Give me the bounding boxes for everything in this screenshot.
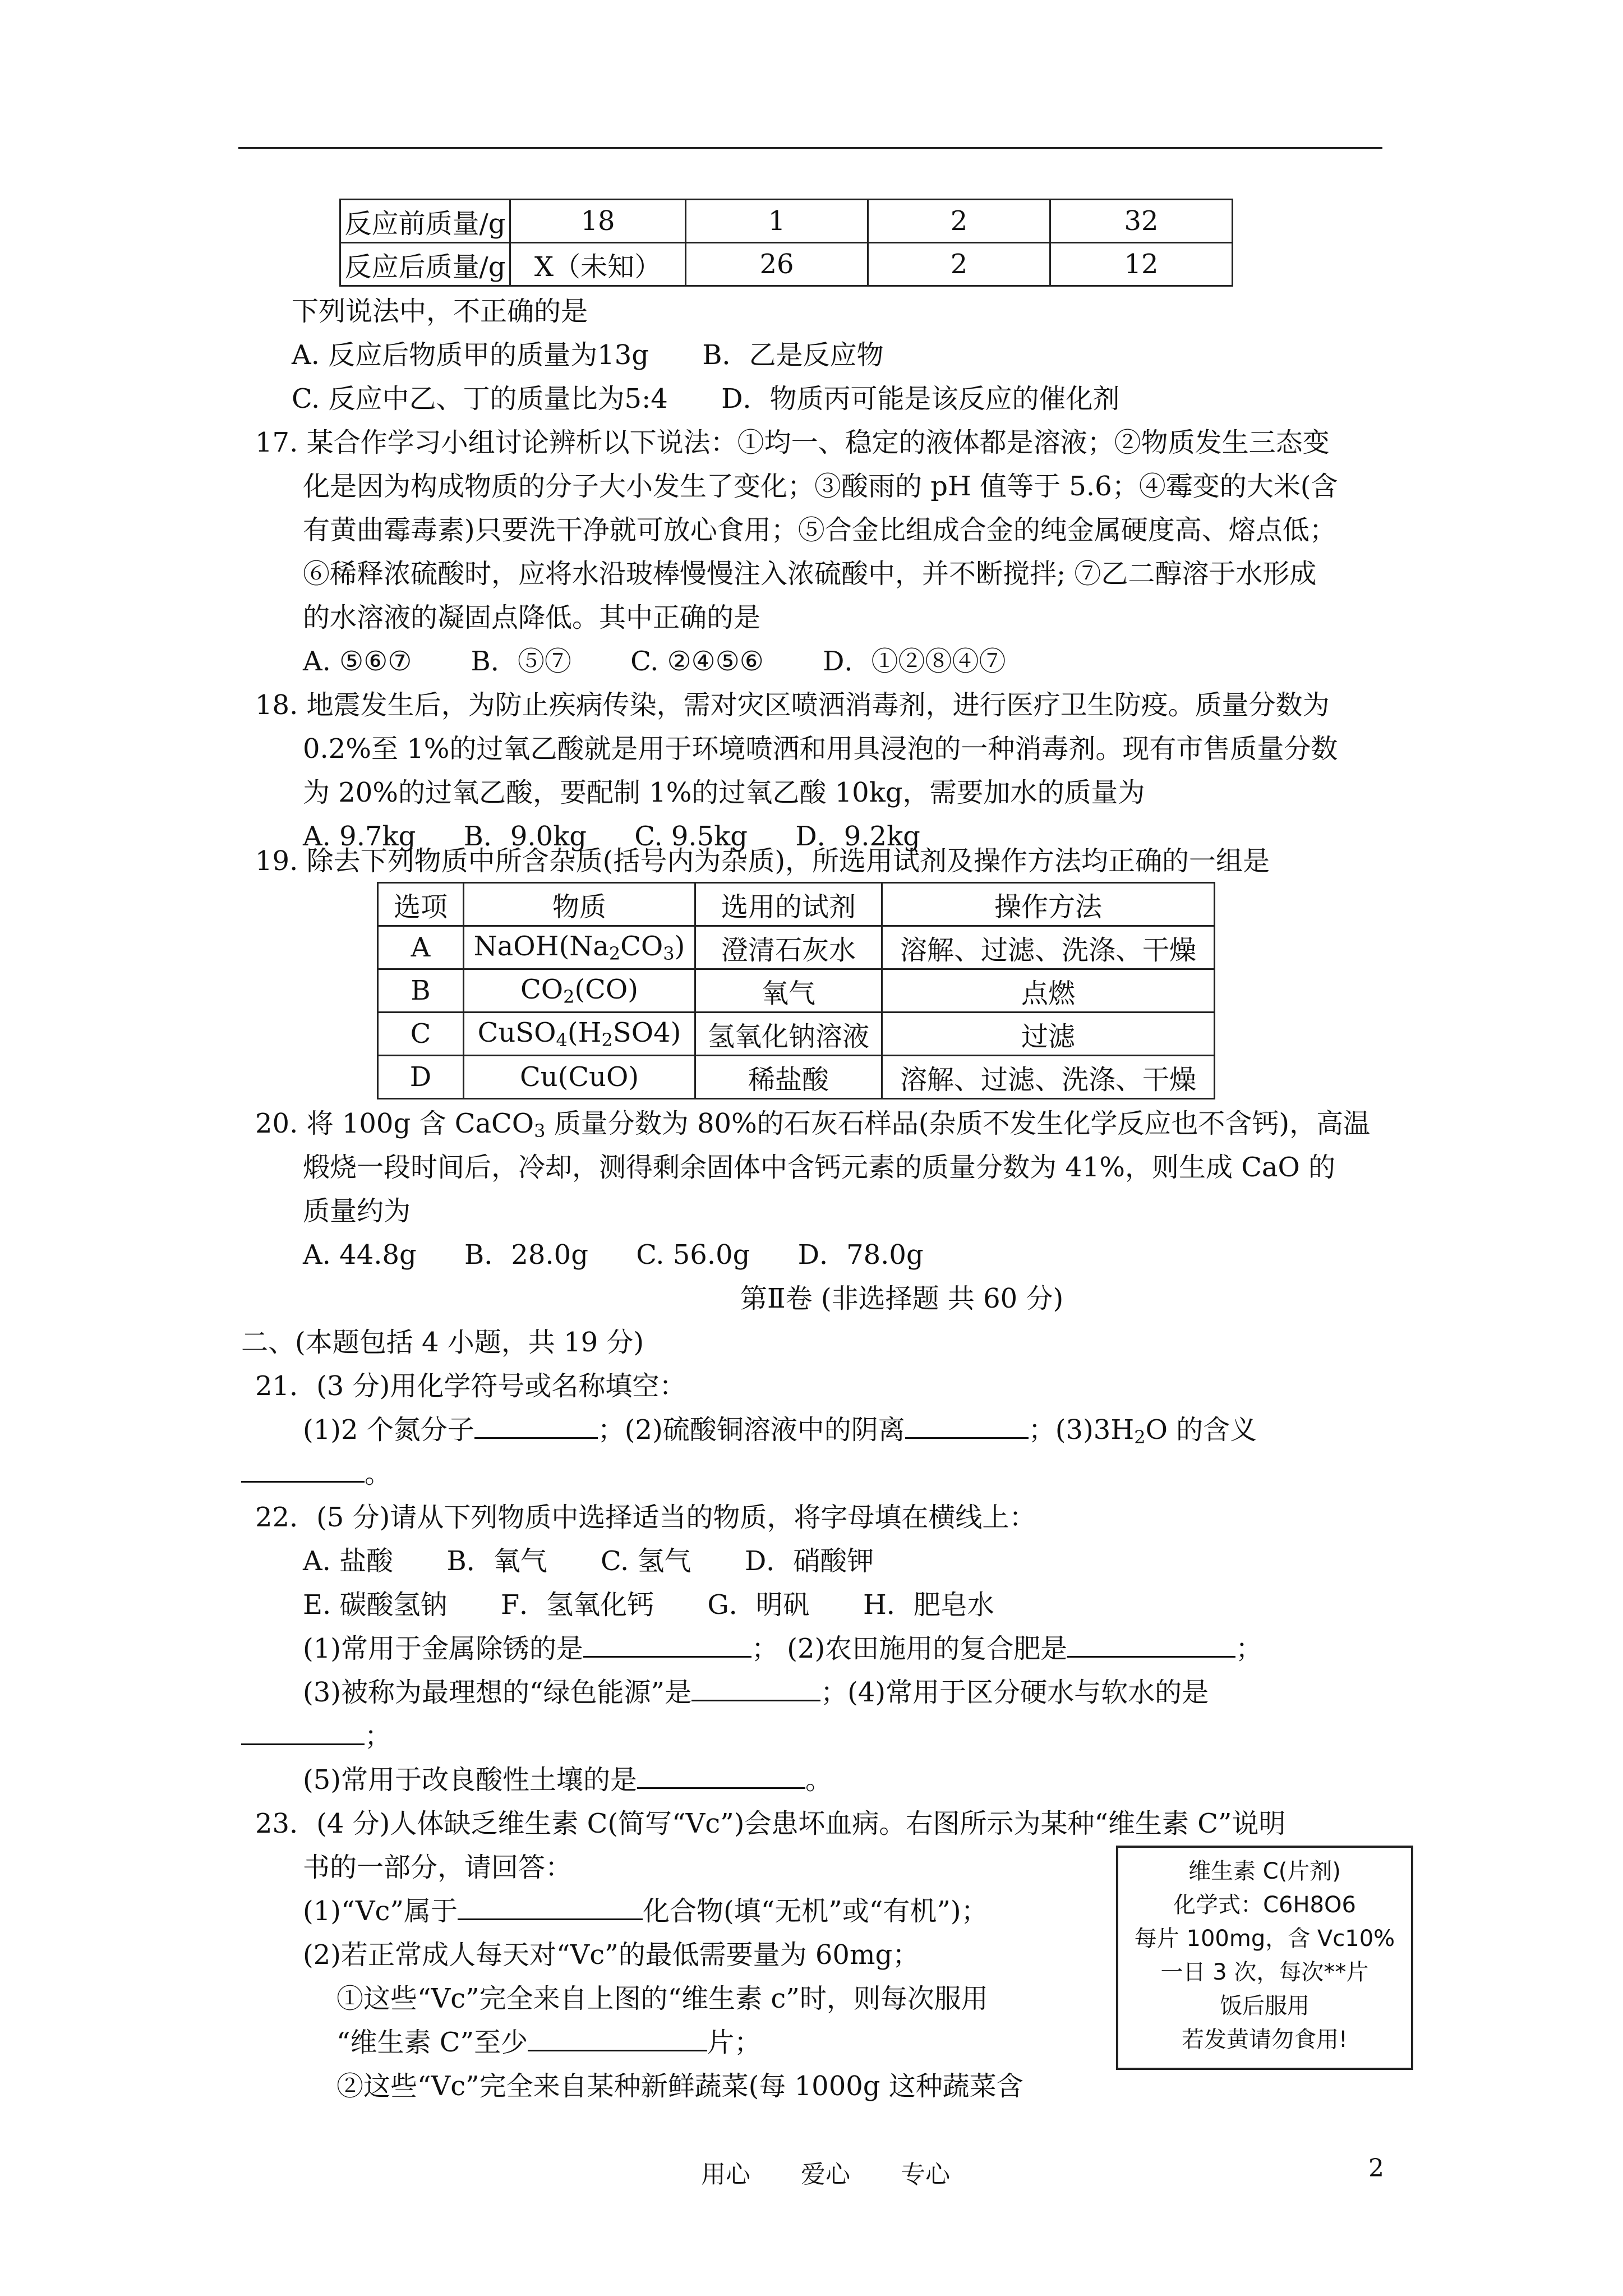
q23-line: ①这些“Vc”完全来自上图的“维生素 c”时，则每次服用 bbox=[336, 1983, 988, 2014]
option-a: A. 44.8g bbox=[303, 1239, 417, 1271]
table-cell: 26 bbox=[686, 243, 868, 286]
table-cell: $CO_2(CO)$ bbox=[464, 969, 695, 1013]
option-b: B．乙是反应物 bbox=[702, 339, 884, 371]
option-b: B．9.0kg bbox=[463, 821, 587, 852]
table-cell: 反应后质量/g bbox=[340, 243, 510, 286]
table-header: 操作方法 bbox=[882, 883, 1215, 926]
q16-options-row2 bbox=[292, 377, 1120, 421]
option-d: D．78.0g bbox=[797, 1239, 924, 1271]
vc-box-line: 化学式：C6H8O6 bbox=[1173, 1892, 1356, 1918]
table-cell: 2 bbox=[868, 200, 1050, 243]
answer-blank[interactable] bbox=[637, 1763, 805, 1789]
option-b: B．28.0g bbox=[464, 1239, 588, 1271]
table-header: 物质 bbox=[464, 883, 695, 926]
q20-line: 质量约为 bbox=[303, 1195, 411, 1227]
table-cell: 2 bbox=[868, 243, 1050, 286]
table-cell: $CuSO_4(H_2SO4)$ bbox=[464, 1013, 695, 1056]
q18-line: 为 20%的过氧乙酸，要配制 1%的过氧乙酸 10kg，需要加水的质量为 bbox=[303, 777, 1145, 808]
table-header: 选项 bbox=[378, 883, 464, 926]
vc-box-line: 若发黄请勿食用! bbox=[1181, 2027, 1348, 2053]
q17-options bbox=[303, 639, 1006, 683]
table-row bbox=[340, 200, 1233, 243]
q23-line: “维生素 C”至少 片； bbox=[336, 2021, 761, 2064]
table-cell: $NaOH(Na_2CO_3)$ bbox=[464, 926, 695, 969]
q23-line: (1)“Vc”属于 化合物(填“无机”或“有机”)； bbox=[303, 1889, 988, 1933]
q22-line: (5)常用于改良酸性土壤的是 。 bbox=[303, 1758, 832, 1802]
table-header: 选用的试剂 bbox=[695, 883, 882, 926]
q22-line: ； bbox=[241, 1714, 391, 1758]
answer-blank[interactable] bbox=[241, 1719, 365, 1745]
table-cell: Cu(CuO) bbox=[464, 1056, 695, 1099]
option-c: C. 反应中乙、丁的质量比为5:4 bbox=[292, 383, 668, 415]
q16-options-row1 bbox=[292, 333, 884, 377]
table-row bbox=[378, 969, 1215, 1013]
q17-line: 化是因为构成物质的分子大小发生了变化；③酸雨的 pH 值等于 5.6；④霉变的大米(含 bbox=[303, 471, 1338, 502]
option-b: B．⑤⑦ bbox=[471, 646, 571, 677]
q17-line: 有黄曲霉毒素)只要洗干净就可放心食用；⑤合金比组成合金的纯金属硬度高、熔点低； bbox=[303, 514, 1336, 546]
q22-stem: 22．(5 分)请从下列物质中选择适当的物质，将字母填在横线上： bbox=[255, 1502, 1036, 1533]
footer-motto: 用心 爱心 专心 bbox=[701, 2160, 950, 2189]
vc-box-line: 饭后服用 bbox=[1220, 1993, 1310, 2019]
option-d: D．物质丙可能是该反应的催化剂 bbox=[721, 383, 1120, 415]
q21-line: 。 bbox=[241, 1452, 391, 1496]
vc-box-line: 每片 100mg，含 Vc10% bbox=[1134, 1926, 1395, 1952]
table-row bbox=[340, 243, 1233, 286]
table-row bbox=[378, 1013, 1215, 1056]
vitamin-c-label-box bbox=[1116, 1846, 1413, 2070]
table-cell: B bbox=[378, 969, 464, 1013]
page-number: 2 bbox=[1368, 2154, 1384, 2183]
q23-line: (2)若正常成人每天对“Vc”的最低需要量为 60mg； bbox=[303, 1939, 920, 1971]
impurity-table bbox=[377, 882, 1215, 1099]
q16-stem: 下列说法中，不正确的是 bbox=[292, 296, 588, 327]
answer-blank[interactable] bbox=[1067, 1631, 1235, 1658]
table-row bbox=[378, 926, 1215, 969]
table-cell: 1 bbox=[686, 200, 868, 243]
q19-stem: 19. 除去下列物质中所含杂质(括号内为杂质)，所选用试剂及操作方法均正确的一组是 bbox=[255, 845, 1270, 877]
table-row bbox=[378, 1056, 1215, 1099]
option-d: D．①②⑧④⑦ bbox=[823, 646, 1006, 677]
table-header-row bbox=[378, 883, 1215, 926]
q20-line: 20. 将 100g 含 CaCO$_3$ 质量分数为 80%的石灰石样品(杂质不发生化学反应也不含钙)，高温 bbox=[255, 1108, 1371, 1142]
table-cell: 反应前质量/g bbox=[340, 200, 510, 243]
option-c: C. ②④⑤⑥ bbox=[630, 646, 764, 677]
table-cell: 18 bbox=[510, 200, 686, 243]
q17-line: 17. 某合作学习小组讨论辨析以下说法：①均一、稳定的液体都是溶液；②物质发生三态变 bbox=[255, 427, 1330, 458]
q23-line: 23．(4 分)人体缺乏维生素 C(简写“Vc”)会患坏血病。右图所示为某种“维生素 C”说明 bbox=[255, 1808, 1286, 1839]
table-cell: A bbox=[378, 926, 464, 969]
table-cell: X（未知） bbox=[510, 243, 686, 286]
q22-choices-row2: E. 碳酸氢钠 F．氢氧化钙 G．明矾 H．肥皂水 bbox=[303, 1589, 994, 1621]
answer-blank[interactable] bbox=[528, 2025, 707, 2051]
option-a: A. ⑤⑥⑦ bbox=[303, 646, 412, 677]
q23-line: ②这些“Vc”完全来自某种新鲜蔬菜(每 1000g 这种蔬菜含 bbox=[336, 2070, 1023, 2102]
q21-line: (1)2 个氮分子 ；(2)硫酸铜溶液中的阴离 ；$(3)3H_2O$ 的含义 bbox=[303, 1408, 1257, 1459]
table-cell: 氧气 bbox=[695, 969, 882, 1013]
q20-line: 煅烧一段时间后，冷却，测得剩余固体中含钙元素的质量分数为 41%，则生成 CaO 的 bbox=[303, 1152, 1336, 1183]
table-cell: 过滤 bbox=[882, 1013, 1215, 1056]
answer-blank[interactable] bbox=[474, 1412, 598, 1439]
answer-blank[interactable] bbox=[583, 1631, 751, 1658]
table-cell: 溶解、过滤、洗涤、干燥 bbox=[882, 1056, 1215, 1099]
table-cell: 稀盐酸 bbox=[695, 1056, 882, 1099]
q23-line: 书的一部分，请回答： bbox=[303, 1852, 573, 1883]
q21-stem: 21．(3 分)用化学符号或名称填空： bbox=[255, 1370, 686, 1402]
option-a: A. 9.7kg bbox=[303, 821, 416, 852]
q17-line: 的水溶液的凝固点降低。其中正确的是 bbox=[303, 602, 761, 633]
vc-box-title: 维生素 C(片剂) bbox=[1188, 1858, 1341, 1884]
option-d: D．9.2kg bbox=[795, 821, 920, 852]
q17-line: ⑥稀释浓硫酸时，应将水沿玻棒慢慢注入浓硫酸中，并不断搅拌; ⑦乙二醇溶于水形成 bbox=[303, 558, 1317, 590]
answer-blank[interactable] bbox=[691, 1675, 820, 1701]
table-cell: 点燃 bbox=[882, 969, 1215, 1013]
answer-blank[interactable] bbox=[458, 1894, 643, 1920]
table-cell: D bbox=[378, 1056, 464, 1099]
answer-blank[interactable] bbox=[241, 1456, 365, 1483]
answer-blank[interactable] bbox=[905, 1412, 1029, 1439]
header-rule bbox=[238, 147, 1382, 149]
q22-choices-row1: A. 盐酸 B．氧气 C. 氢气 D．硝酸钾 bbox=[303, 1545, 874, 1577]
table-cell: 氢氧化钠溶液 bbox=[695, 1013, 882, 1056]
vc-box-line: 一日 3 次，每次**片 bbox=[1160, 1959, 1369, 1985]
table-cell: 溶解、过滤、洗涤、干燥 bbox=[882, 926, 1215, 969]
option-a: A. 反应后物质甲的质量为13g bbox=[292, 339, 649, 371]
mass-table bbox=[339, 199, 1233, 287]
q22-line: (1)常用于金属除锈的是 ； (2)农田施用的复合肥是 ； bbox=[303, 1627, 1262, 1671]
q20-options bbox=[303, 1233, 924, 1277]
table-cell: 12 bbox=[1050, 243, 1233, 286]
part2-title: 第Ⅱ卷 (非选择题 共 60 分) bbox=[740, 1283, 1064, 1314]
option-c: C. 9.5kg bbox=[634, 821, 748, 852]
q22-line: (3)被称为最理想的“绿色能源”是 ；(4)常用于区分硬水与软水的是 bbox=[303, 1671, 1209, 1714]
table-cell: 32 bbox=[1050, 200, 1233, 243]
q18-line: 0.2%至 1%的过氧乙酸就是用于环境喷洒和用具浸泡的一种消毒剂。现有市售质量分数 bbox=[303, 733, 1338, 765]
table-cell: 澄清石灰水 bbox=[695, 926, 882, 969]
section-heading: 二、(本题包括 4 小题，共 19 分) bbox=[241, 1327, 644, 1358]
option-c: C. 56.0g bbox=[636, 1239, 750, 1271]
q18-line: 18. 地震发生后，为防止疾病传染，需对灾区喷洒消毒剂，进行医疗卫生防疫。质量分数为 bbox=[255, 689, 1330, 721]
table-cell: C bbox=[378, 1013, 464, 1056]
